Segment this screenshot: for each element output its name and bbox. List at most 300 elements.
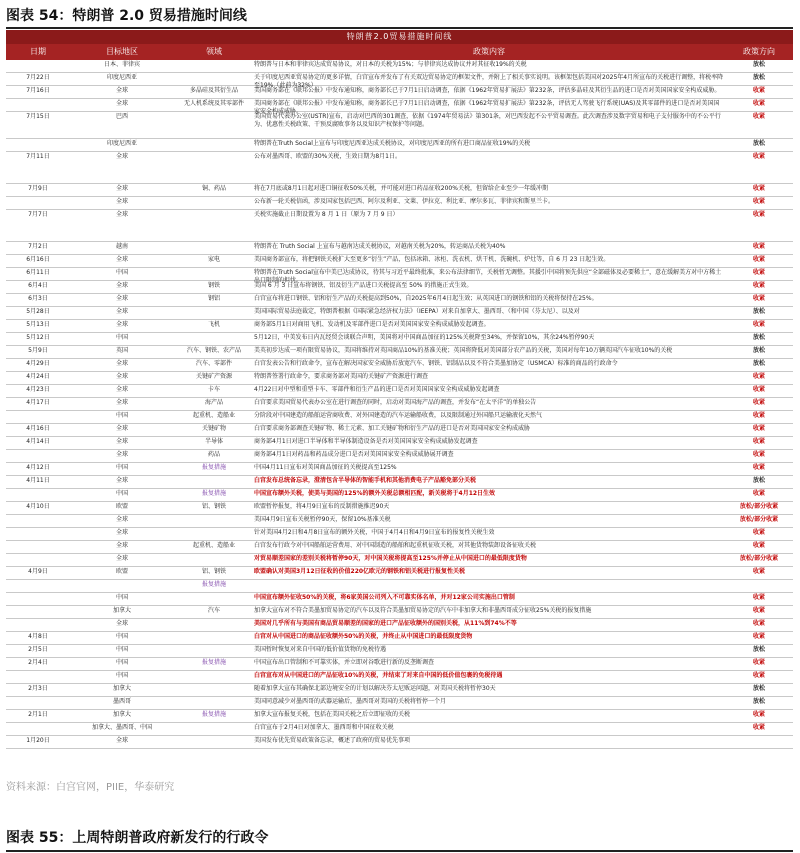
row-date: 7月22日 <box>26 74 50 81</box>
row-region: 全球 <box>115 198 128 205</box>
row-content: 欧盟暂停报复，将4月9日宣布的反制措施推迟90天 <box>254 503 390 510</box>
row-date <box>8 581 68 592</box>
next-figure-title: 图表 55：上周特朗普政府新发行的行政令 <box>6 830 269 846</box>
row-content: 白宫对从中国进口的商品征收额外50%的关税，并终止从中国进口的最低限度货物 <box>254 633 473 640</box>
row-content: 美国商务部在《联邦公报》中发布通知称，商务部长已于7月1日启动调查，依据《1962年贸易扩展法》第232条，评估无人驾驶飞行系统(UAS)及其零部件的进口是否对美国国家安全构成威胁。 <box>254 100 720 115</box>
row-field: 海产品 <box>204 399 223 406</box>
row-field: 铝、钢铁 <box>201 503 226 510</box>
row-date: 4月24日 <box>26 373 50 380</box>
row-direction: 放松 <box>752 308 765 315</box>
row-direction: 收紧 <box>752 724 765 731</box>
row-direction: 收紧 <box>752 153 765 160</box>
row-content: 商务部4月1日对进口半导体和半导体制造设备是否对美国国家安全构成威胁发起调查 <box>254 438 478 445</box>
table-row <box>6 86 793 99</box>
row-direction: 放松/部分收紧 <box>739 516 779 523</box>
row-date: 1月20日 <box>26 737 50 744</box>
table-row <box>6 242 793 255</box>
table-row <box>6 658 793 671</box>
row-content: 美国发布优先贸易政策备忘录，概述了政府的贸易优先事项 <box>254 737 411 744</box>
row-content: 分阶段对中国建造的船舶运营商收费、对外国建造的汽车运输船收费，以及限制通过外国船只运输液化天然气 <box>254 412 543 419</box>
row-content: 美国商务部宣布，将把钢铁关税扩大至更多“衍生”产品，包括冰箱、冰柜、洗衣机、烘干机、洗碗机、炉灶等，自 6 月 23 日起生效。 <box>254 256 610 263</box>
row-direction: 收紧 <box>752 113 765 120</box>
table-row <box>6 554 793 567</box>
row-date: 2月5日 <box>28 646 48 653</box>
row-direction: 收紧 <box>752 672 765 679</box>
row-date <box>8 412 68 423</box>
row-date: 4月29日 <box>26 360 50 367</box>
row-direction <box>728 737 790 748</box>
row-region: 加拿大 <box>112 607 131 614</box>
row-field: 半导体 <box>204 438 223 445</box>
row-region: 全球 <box>115 438 128 445</box>
row-content: 白宫要求商务部调查关键矿物、稀土元素、加工关键矿物和衍生产品的进口是否对美国国家安全构成威胁 <box>254 425 531 432</box>
row-field <box>176 477 252 488</box>
table-row <box>6 736 793 749</box>
row-field <box>176 243 252 254</box>
row-content: 白宫要求美国贸易代表办公室在进行调查的同时，启动对美国海产品的调查，并发布“在太平洋”的单独公告 <box>254 399 537 406</box>
row-date: 4月9日 <box>28 568 48 575</box>
row-content: 白宫宣布于2月4日对加拿大、墨西哥和中国征收关税 <box>254 724 394 731</box>
row-region: 中国 <box>115 412 128 419</box>
table-row <box>6 671 793 684</box>
row-direction: 收紧 <box>752 529 765 536</box>
row-region: 全球 <box>115 386 128 393</box>
table-row <box>6 567 793 580</box>
table-row <box>6 359 793 372</box>
row-region: 中国 <box>115 269 128 276</box>
row-field: 汽车 <box>207 607 220 614</box>
title-rule <box>6 27 793 29</box>
row-direction: 收紧 <box>752 711 765 718</box>
row-region: 全球 <box>115 425 128 432</box>
row-field <box>176 594 252 605</box>
row-content: 美国贸易代表办公室(USTR)宣布，启动对巴西的301调查，依据《1974年贸易法》第301条，对巴西发起不公平贸易调查。此次调查涉及数字贸易和电子支付服务中的不公平行为、优惠性关税政策、干预反腐败事务以及知识产权保护等问题。 <box>254 113 721 128</box>
header-region: 目标地区 <box>106 47 138 56</box>
row-field <box>176 269 252 280</box>
row-content <box>254 581 724 592</box>
row-region: 全球 <box>115 308 128 315</box>
row-content: 公布对墨西哥、欧盟的30%关税，生效日期为8月1日。 <box>254 153 401 160</box>
row-field: 铝、钢铁 <box>201 568 226 575</box>
row-content: 中国宣布出口管制和不可靠实体，并立即对谷歌进行新的反垄断调查 <box>254 659 435 666</box>
row-field <box>176 529 252 540</box>
row-field <box>176 737 252 748</box>
row-direction: 放松 <box>752 347 765 354</box>
row-region: 全球 <box>115 555 128 562</box>
row-direction: 收紧 <box>752 185 765 192</box>
row-date: 2月1日 <box>28 711 48 718</box>
row-direction: 放松 <box>752 334 765 341</box>
row-content: 随着加拿大宣布其确保北部边境安全的计划以解决芬太尼贩运问题，对美国关税将暂停30天 <box>254 685 496 692</box>
row-region: 加拿大、墨西哥、中国 <box>91 724 152 731</box>
row-content: 4月22日对中型和重型卡车、零部件和衍生产品的进口是否对美国国家安全构成威胁发起调查 <box>254 386 500 393</box>
row-direction: 收紧 <box>752 269 765 276</box>
table-row <box>6 489 793 502</box>
row-date: 6月11日 <box>26 269 50 276</box>
row-content: 加拿大宣布报复关税，包括在美国关税之后立即征收的关税 <box>254 711 411 718</box>
row-field: 关键矿物 <box>201 425 226 432</box>
row-date: 7月9日 <box>28 185 48 192</box>
header-direction: 政策方向 <box>743 47 775 56</box>
row-content: 商务部4月1日对药品和药品成分进口是否对美国国家安全构成威胁展开调查 <box>254 451 454 458</box>
row-date <box>8 724 68 735</box>
row-region: 全球 <box>115 185 128 192</box>
row-direction: 收紧 <box>752 620 765 627</box>
row-field: 多晶硅及其衍生品 <box>189 87 238 94</box>
row-field <box>176 724 252 735</box>
table-row <box>6 152 793 184</box>
table-row <box>6 606 793 619</box>
row-date: 2月3日 <box>28 685 48 692</box>
row-date <box>8 529 68 540</box>
row-direction: 放松 <box>752 646 765 653</box>
table-row <box>6 632 793 645</box>
row-date: 4月16日 <box>26 425 50 432</box>
row-region: 墨西哥 <box>112 698 131 705</box>
row-direction: 收紧 <box>752 542 765 549</box>
row-date: 4月17日 <box>26 399 50 406</box>
row-date: 4月10日 <box>26 503 50 510</box>
source-note: 资料来源：白宫官网，PIIE，华泰研究 <box>6 782 175 793</box>
row-field <box>176 516 252 527</box>
row-region: 全球 <box>115 282 128 289</box>
table-row <box>6 372 793 385</box>
table-row <box>6 112 793 139</box>
row-direction: 放松/部分收紧 <box>739 503 779 510</box>
row-date <box>8 698 68 709</box>
table-header <box>6 44 793 60</box>
row-content: 特朗普与日本和菲律宾达成贸易协议，对日本的关税为15%；与菲律宾达成协议并对其征收19%的关税 <box>254 61 527 68</box>
row-direction: 放松/部分收紧 <box>739 555 779 562</box>
row-content: 商务部5月1日对商用飞机、发动机及零部件进口是否对美国国家安全构成威胁发起调查。 <box>254 321 490 328</box>
row-date: 6月3日 <box>28 295 48 302</box>
row-direction: 收紧 <box>752 607 765 614</box>
row-direction: 收紧 <box>752 425 765 432</box>
row-date <box>8 607 68 618</box>
row-direction: 收紧 <box>752 211 765 218</box>
table-row <box>6 476 793 489</box>
row-region: 全球 <box>115 399 128 406</box>
row-content: 美国商务部在《联邦公报》中发布通知称，商务部长已于7月1日启动调查，依据《1962年贸易扩展法》第232条，评估多晶硅及其衍生品的进口是否对美国国家安全构成威胁。 <box>254 87 721 94</box>
row-region: 欧盟 <box>115 503 128 510</box>
row-direction <box>728 581 790 592</box>
row-direction: 放松 <box>752 477 765 484</box>
row-direction: 放松 <box>752 698 765 705</box>
row-date: 5月28日 <box>26 308 50 315</box>
row-region: 中国 <box>115 646 128 653</box>
table-row <box>6 697 793 710</box>
row-region: 全球 <box>115 360 128 367</box>
row-direction: 收紧 <box>752 490 765 497</box>
row-direction: 收紧 <box>752 282 765 289</box>
row-region: 全球 <box>115 87 128 94</box>
row-field: 起重机、造船业 <box>192 412 235 419</box>
row-field <box>176 198 252 209</box>
table-row <box>6 515 793 528</box>
row-region: 中国 <box>115 633 128 640</box>
row-direction: 收紧 <box>752 412 765 419</box>
row-field <box>176 633 252 644</box>
table-row <box>6 463 793 476</box>
row-region: 越南 <box>115 243 128 250</box>
row-direction: 收紧 <box>752 464 765 471</box>
row-region: 全球 <box>115 620 128 627</box>
row-date <box>8 140 68 151</box>
row-region: 中国 <box>115 672 128 679</box>
row-content: 中国宣布额外关税，使美与美国的125%的额外关税总额相匹配，新关税将于4月12日生效 <box>254 490 496 497</box>
row-date <box>8 542 68 553</box>
row-region: 全球 <box>115 477 128 484</box>
row-direction: 收紧 <box>752 568 765 575</box>
row-date: 7月7日 <box>28 211 48 218</box>
row-date: 6月16日 <box>26 256 50 263</box>
row-date: 4月14日 <box>26 438 50 445</box>
table-title: 特朗普2.0贸易措施时间线 <box>6 30 793 44</box>
row-content: 将在7月底或8月1日起对进口铜征收50%关税，并可能对进口药品征收200%关税，但留给企业至少一年缓冲期 <box>254 185 548 192</box>
row-content: 中国4月11日宣布对美国商品加征的关税提高至125% <box>254 464 397 471</box>
row-date: 4月23日 <box>26 386 50 393</box>
row-date: 6月4日 <box>28 282 48 289</box>
row-region: 中国 <box>115 464 128 471</box>
row-field <box>176 308 252 319</box>
row-content: 美国国际贸易法庭裁定，特朗普根据《国际紧急经济权力法》（IEEPA）对来自加拿大、墨西哥、（和中国（芬太尼）、以及对 <box>254 308 580 315</box>
row-date <box>8 490 68 501</box>
row-date <box>8 516 68 527</box>
row-date <box>8 620 68 631</box>
table-row <box>6 619 793 632</box>
row-region: 全球 <box>115 451 128 458</box>
row-content: 白宫宣布对从中国进口的产品征收10%的关税，并结束了对来自中国的低价值包裹的免税待遇 <box>254 672 503 679</box>
table-row <box>6 398 793 411</box>
row-content: 特朗普在Truth Social宣布中美已达成协议，待其与习近平最终批准，来公布法律细节，关税暂无调整。其援引中国将预先供应“全部磁体及必要稀土”，意在缓解美方对中方稀土出口限制的担忧。 <box>254 269 722 284</box>
row-date <box>8 198 68 209</box>
row-field <box>176 113 252 138</box>
row-region <box>72 581 172 592</box>
table-row <box>6 723 793 736</box>
row-region: 全球 <box>115 153 128 160</box>
row-date <box>8 594 68 605</box>
row-content: 白宫发布总统备忘录，澄清包含半导体的智能手机和其他消费电子产品豁免部分关税 <box>254 477 477 484</box>
row-date: 7月11日 <box>26 153 50 160</box>
table-row <box>6 294 793 307</box>
table-row <box>6 281 793 294</box>
table-row <box>6 684 793 697</box>
row-field: 钢铁 <box>207 282 220 289</box>
row-date: 7月16日 <box>26 87 50 94</box>
row-field: 汽车、零部件 <box>195 360 232 367</box>
row-content: 关于印度尼西亚贸易协定的更多详情，白宫宣布并发布了有关双边贸易协定的框架文件，并附上了相关事实说明。该框架包括美国对2025年4月所宣布的关税进行调整，将税率降至19%（此前为32%） <box>254 74 724 89</box>
row-content: 中国宣布额外征收50%的关税，将6家美国公司列入不可靠实体名单，并对12家公司实施出口管制 <box>254 594 515 601</box>
header-date: 日期 <box>30 47 46 56</box>
row-content: 美国 6 月 3 日宣布将钢铁、铝及衍生产品进口关税提高至 50% 的措施正式生效。 <box>254 282 473 289</box>
row-region: 全球 <box>115 529 128 536</box>
table-row <box>6 255 793 268</box>
row-direction: 收紧 <box>752 399 765 406</box>
row-direction: 收紧 <box>752 256 765 263</box>
row-region: 全球 <box>115 100 128 107</box>
row-content: 美国对几乎所有与美国有商品贸易顺差的国家的进口产品征收额外的国别关税，从11%到74%不等 <box>254 620 517 627</box>
row-field <box>176 685 252 696</box>
row-field: 关键矿产资源 <box>195 373 232 380</box>
row-date: 5月12日 <box>26 334 50 341</box>
row-field: 报复措施 <box>201 490 226 497</box>
header-content: 政策内容 <box>473 47 505 56</box>
table-row <box>6 73 793 89</box>
row-region: 印度尼西亚 <box>106 74 137 81</box>
row-date <box>8 672 68 683</box>
row-direction: 放松 <box>752 685 765 692</box>
row-field <box>176 620 252 631</box>
row-field: 铜、药品 <box>201 185 226 192</box>
row-direction: 放松 <box>752 61 765 68</box>
row-region: 全球 <box>115 737 128 744</box>
row-direction: 收紧 <box>752 659 765 666</box>
row-field <box>176 211 252 241</box>
row-content: 5月12日，中美发布日内瓦经贸会谈联合声明，美国将对中国商品加征的125%关税降至34%，并保留10%，其余24%暂停90天 <box>254 334 595 341</box>
row-field <box>176 334 252 345</box>
next-figure-rule <box>6 850 793 852</box>
row-direction: 收紧 <box>752 321 765 328</box>
row-content: 白宫发表公告和行政命令，宣布在解决国家安全威胁后放宽汽车、钢铁、铝制品以及不符合美墨加协定（USMCA）标准的商品的行政命令 <box>254 360 618 367</box>
row-direction: 收紧 <box>752 87 765 94</box>
row-content: 特朗普在Truth Social上宣布与印度尼西亚达成关税协议，对印度尼西亚的所有进口商品征收19%的关税 <box>254 140 531 147</box>
row-direction: 收紧 <box>752 373 765 380</box>
row-region: 英国 <box>115 347 128 354</box>
table-row <box>6 60 793 73</box>
row-region: 日本、菲律宾 <box>103 61 140 68</box>
table-row <box>6 411 793 424</box>
table-row <box>6 502 793 515</box>
row-field <box>176 153 252 183</box>
row-direction: 放松 <box>752 74 765 81</box>
row-direction: 收紧 <box>752 198 765 205</box>
row-content: 美英初步达成一项有限贸易协议，美国将维持对英国商品10%的基准关税；英国将降低对美国部分农产品的关税，美国对每年10万辆英国汽车征收10%的关税 <box>254 347 673 354</box>
row-region: 中国 <box>115 659 128 666</box>
row-direction: 收紧 <box>752 451 765 458</box>
row-region: 巴西 <box>115 113 128 120</box>
table-row <box>6 437 793 450</box>
row-content: 关税实施截止日期设置为 8 月 1 日（原为 7 月 9 日） <box>254 211 399 218</box>
table-row <box>6 184 793 197</box>
table-row <box>6 528 793 541</box>
row-field <box>176 74 252 85</box>
table-row <box>6 333 793 346</box>
row-date <box>8 100 68 111</box>
row-region: 全球 <box>115 516 128 523</box>
row-content: 白宫宣布将进口钢铁、铝和衍生产品的关税提高到50%，自2025年6月4日起生效；从英国进口的钢铁和铝的关税将保持在25%。 <box>254 295 598 302</box>
table-row <box>6 645 793 658</box>
table-row <box>6 424 793 437</box>
row-date <box>8 61 68 72</box>
table-row <box>6 268 793 284</box>
table-row <box>6 385 793 398</box>
row-field <box>176 646 252 657</box>
table-row <box>6 541 793 554</box>
row-region: 加拿大 <box>112 685 131 692</box>
row-date: 2月4日 <box>28 659 48 666</box>
figure-title: 图表 54：特朗普 2.0 贸易措施时间线 <box>6 8 247 24</box>
row-content: 公布新一轮关税信函，涉及国家包括巴西、阿尔及利亚、文莱、伊拉克、利比亚、摩尔多瓦、菲律宾和斯里兰卡。 <box>254 198 555 205</box>
row-date: 4月11日 <box>26 477 50 484</box>
row-field: 报复措施 <box>201 659 226 666</box>
row-direction: 收紧 <box>752 594 765 601</box>
row-region: 中国 <box>115 490 128 497</box>
row-content: 加拿大宣布对不符合美墨加贸易协定的汽车以及符合美墨加贸易协定的汽车中非加拿大和非墨西哥成分征收25%关税的报复措施 <box>254 607 592 614</box>
table-row <box>6 593 793 606</box>
table-row <box>6 139 793 152</box>
row-region: 全球 <box>115 321 128 328</box>
row-field: 药品 <box>207 451 220 458</box>
row-field <box>176 672 252 683</box>
row-direction: 收紧 <box>752 386 765 393</box>
row-direction: 收紧 <box>752 243 765 250</box>
row-region: 中国 <box>115 334 128 341</box>
row-region: 全球 <box>115 211 128 218</box>
row-direction: 放松 <box>752 360 765 367</box>
row-region: 全球 <box>115 256 128 263</box>
table-row <box>6 210 793 242</box>
table-row <box>6 307 793 320</box>
row-region: 加拿大 <box>112 711 131 718</box>
row-direction: 收紧 <box>752 295 765 302</box>
row-content: 欧盟确认对美国3月12日征收的价值220亿欧元的钢铁和铝关税进行报复性关税 <box>254 568 466 575</box>
table-row <box>6 710 793 723</box>
row-field: 报复措施 <box>201 464 226 471</box>
row-date <box>8 451 68 462</box>
row-region: 印度尼西亚 <box>106 140 137 147</box>
table-row <box>6 99 793 115</box>
row-direction: 收紧 <box>752 438 765 445</box>
row-content: 特朗普在 Truth Social 上宣布与越南达成关税协议，对越南关税为20%，转运商品关税为40% <box>254 243 506 250</box>
row-field: 钢铝 <box>207 295 220 302</box>
table-row <box>6 197 793 210</box>
row-date: 4月12日 <box>26 464 50 471</box>
row-field: 报复措施 <box>201 711 226 718</box>
row-field: 无人机系统及其零部件 <box>183 100 244 107</box>
row-content: 针对美国4月2日和4月8日宣布的额外关税，中国于4月4日和4月9日宣布的报复性关税生效 <box>254 529 495 536</box>
row-region: 全球 <box>115 295 128 302</box>
row-field: 卡车 <box>207 386 220 393</box>
row-field: 报复措施 <box>201 581 226 588</box>
row-date: 7月15日 <box>26 113 50 120</box>
row-content: 白宫发布行政令对中国船舶运营费用、对中国制造的船舶和起重机征收关税，对其他货物装卸设备征收关税 <box>254 542 537 549</box>
table-row <box>6 346 793 359</box>
row-field <box>176 140 252 151</box>
row-content: 美国4月9日宣布关税暂停90天，保留10%基准关税 <box>254 516 391 523</box>
row-content: 美国同意减少对墨西哥的武器运输后，墨西哥对美国的关税将暂停一个月 <box>254 698 447 705</box>
row-direction: 收紧 <box>752 633 765 640</box>
row-region: 全球 <box>115 542 128 549</box>
row-date: 5月13日 <box>26 321 50 328</box>
row-field: 汽车、钢铁、农产品 <box>186 347 241 354</box>
header-field: 领域 <box>206 47 222 56</box>
row-field: 家电 <box>207 256 220 263</box>
row-field <box>176 555 252 566</box>
row-field <box>176 698 252 709</box>
row-field <box>176 61 252 72</box>
table-body <box>6 60 793 772</box>
table-row <box>6 320 793 333</box>
row-date: 5月9日 <box>28 347 48 354</box>
row-region: 中国 <box>115 594 128 601</box>
row-content: 特朗普签署行政命令，要求商务部对美国的关键矿产资源进行调查 <box>254 373 429 380</box>
row-date <box>8 555 68 566</box>
row-date: 7月2日 <box>28 243 48 250</box>
row-content: 美国暂时恢复对来自中国的低价值货物的免税待遇 <box>254 646 387 653</box>
row-content: 对贸易顺差国家的差别关税将暂停90天，对中国关税将提高至125%并停止从中国进口的最低限度货物 <box>254 555 527 562</box>
row-field: 起重机、造船业 <box>192 542 235 549</box>
row-field: 飞机 <box>207 321 220 328</box>
